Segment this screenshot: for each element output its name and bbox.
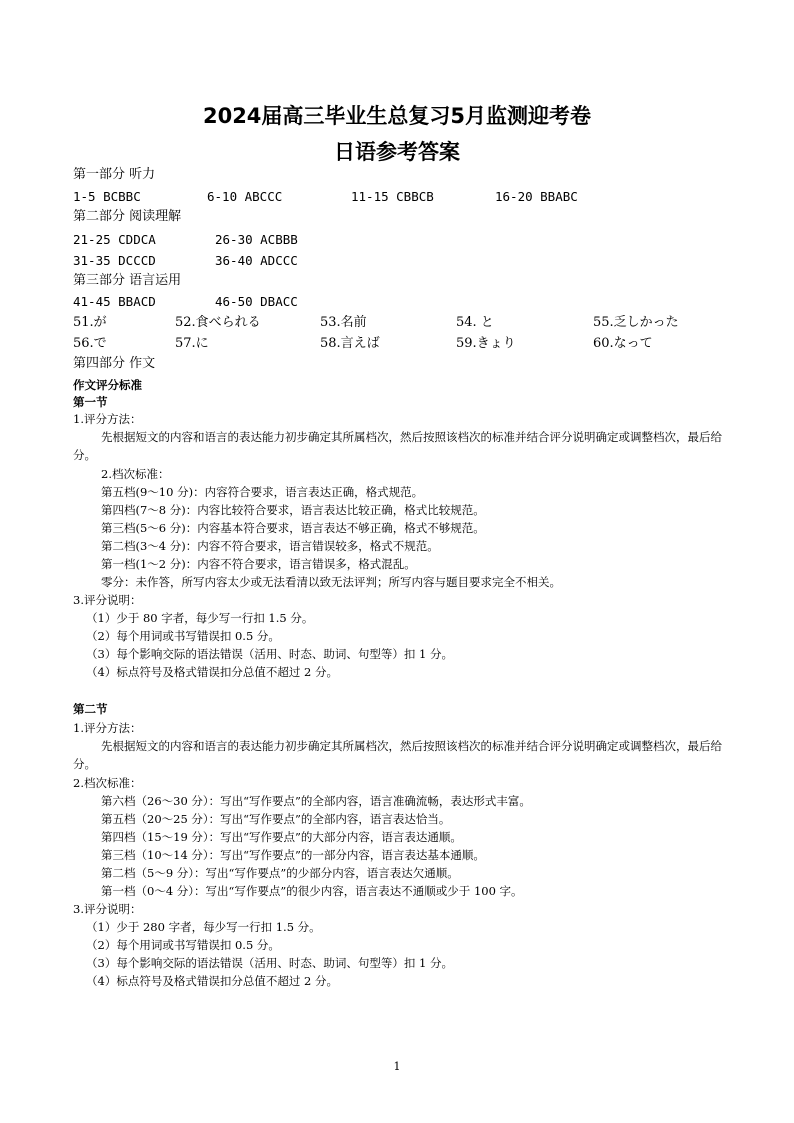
section1-note: （3）每个影响交际的语法错误（活用、时态、助词、句型等）扣 1 分。 xyxy=(86,647,453,661)
fill-answer: 51.が xyxy=(73,315,107,330)
section1-note: （1）少于 80 字者，每少写一行扣 1.5 分。 xyxy=(86,611,314,625)
fill-answer: 60.なって xyxy=(593,336,653,351)
fill-answer: 58.言えば xyxy=(320,336,380,351)
fill-answer: 53.名前 xyxy=(320,315,367,330)
section2-level: 第二档（5～9 分）：写出“写作要点”的少部分内容，语言表达欠通顺。 xyxy=(101,866,459,880)
fill-answer: 56.で xyxy=(73,336,107,351)
section1-notes-label: 3.评分说明： xyxy=(73,593,142,607)
section1-level: 第五档(9～10 分)：内容符合要求，语言表达正确，格式规范。 xyxy=(101,485,424,499)
section2-note: （1）少于 280 字者，每少写一行扣 1.5 分。 xyxy=(86,920,321,934)
section1-method-label: 1.评分方法： xyxy=(73,412,142,426)
section1-note: （4）标点符号及格式错误扣分总值不超过 2 分。 xyxy=(86,665,338,679)
part4-heading: 第四部分 作文 xyxy=(73,356,156,371)
section1-title: 第一节 xyxy=(73,395,108,409)
part3-heading: 第三部分 语言运用 xyxy=(73,273,182,288)
fill-answer: 57.に xyxy=(175,336,209,351)
answer-group: 41-45 BBACD xyxy=(73,294,156,309)
section2-note: （3）每个影响交际的语法错误（活用、时态、助词、句型等）扣 1 分。 xyxy=(86,956,453,970)
section1-level: 第三档(5～6 分)：内容基本符合要求，语言表达不够正确，格式不够规范。 xyxy=(101,521,485,535)
section2-level: 第四档（15～19 分）：写出“写作要点”的大部分内容，语言表达通顺。 xyxy=(101,830,462,844)
section1-levels-label: 2.档次标准： xyxy=(101,467,170,481)
section1-note: （2）每个用词或书写错误扣 0.5 分。 xyxy=(86,629,280,643)
fill-answer: 54. と xyxy=(456,315,494,330)
document-title: 2024届高三毕业生总复习5月监测迎考卷 xyxy=(202,104,592,128)
fill-answer: 52.食べられる xyxy=(175,315,261,330)
answer-group: 46-50 DBACC xyxy=(215,294,298,309)
answer-group: 26-30 ACBBB xyxy=(215,232,298,247)
page-number: 1 xyxy=(393,1060,401,1073)
section1-level: 第一档(1～2 分)：内容不符合要求，语言错误多，格式混乱。 xyxy=(101,557,416,571)
section2-title: 第二节 xyxy=(73,702,108,716)
answer-group: 16-20 BBABC xyxy=(495,189,578,204)
document-subtitle: 日语参考答案 xyxy=(334,140,460,164)
part1-heading: 第一部分 听力 xyxy=(73,167,156,182)
section2-note: （2）每个用词或书写错误扣 0.5 分。 xyxy=(86,938,280,952)
answer-group: 36-40 ADCCC xyxy=(215,253,298,268)
section2-notes-label: 3.评分说明： xyxy=(73,902,142,916)
section1-level: 第四档(7～8 分)：内容比较符合要求，语言表达比较正确，格式比较规范。 xyxy=(101,503,485,517)
section2-note: （4）标点符号及格式错误扣分总值不超过 2 分。 xyxy=(86,974,338,988)
answer-group: 6-10 ABCCC xyxy=(207,189,283,204)
section1-level: 第二档(3～4 分)：内容不符合要求，语言错误较多，格式不规范。 xyxy=(101,539,439,553)
section2-level: 第六档（26～30 分）：写出“写作要点”的全部内容，语言准确流畅，表达形式丰富。 xyxy=(101,794,531,808)
section2-level: 第五档（20～25 分）：写出“写作要点”的全部内容，语言表达恰当。 xyxy=(101,812,451,826)
fill-answer: 55.乏しかった xyxy=(593,315,679,330)
section2-method-text: 先根据短文的内容和语言的表达能力初步确定其所属档次，然后按照该档次的标准并结合评分说明确定或调整档次，最后给分。 xyxy=(73,739,722,771)
part2-heading: 第二部分 阅读理解 xyxy=(73,209,182,224)
section2-method-label: 1.评分方法： xyxy=(73,721,142,735)
answer-group: 21-25 CDDCA xyxy=(73,232,156,247)
criteria-title: 作文评分标准 xyxy=(73,378,142,392)
section1-method-text: 先根据短文的内容和语言的表达能力初步确定其所属档次，然后按照该档次的标准并结合评分说明确定或调整档次，最后给分。 xyxy=(73,430,722,462)
fill-answer: 59.きょり xyxy=(456,336,516,351)
answer-group: 31-35 DCCCD xyxy=(73,253,156,268)
section2-level: 第一档（0～4 分）：写出“写作要点”的很少内容，语言表达不通顺或少于 100 字。 xyxy=(101,884,523,898)
section2-level: 第三档（10～14 分）：写出“写作要点”的一部分内容，语言表达基本通顺。 xyxy=(101,848,485,862)
section2-levels-label: 2.档次标准： xyxy=(73,776,142,790)
section1-level: 零分：未作答，所写内容太少或无法看清以致无法评判；所写内容与题目要求完全不相关。 xyxy=(101,575,561,589)
answer-group: 1-5 BCBBC xyxy=(73,189,141,204)
answer-group: 11-15 CBBCB xyxy=(351,189,434,204)
